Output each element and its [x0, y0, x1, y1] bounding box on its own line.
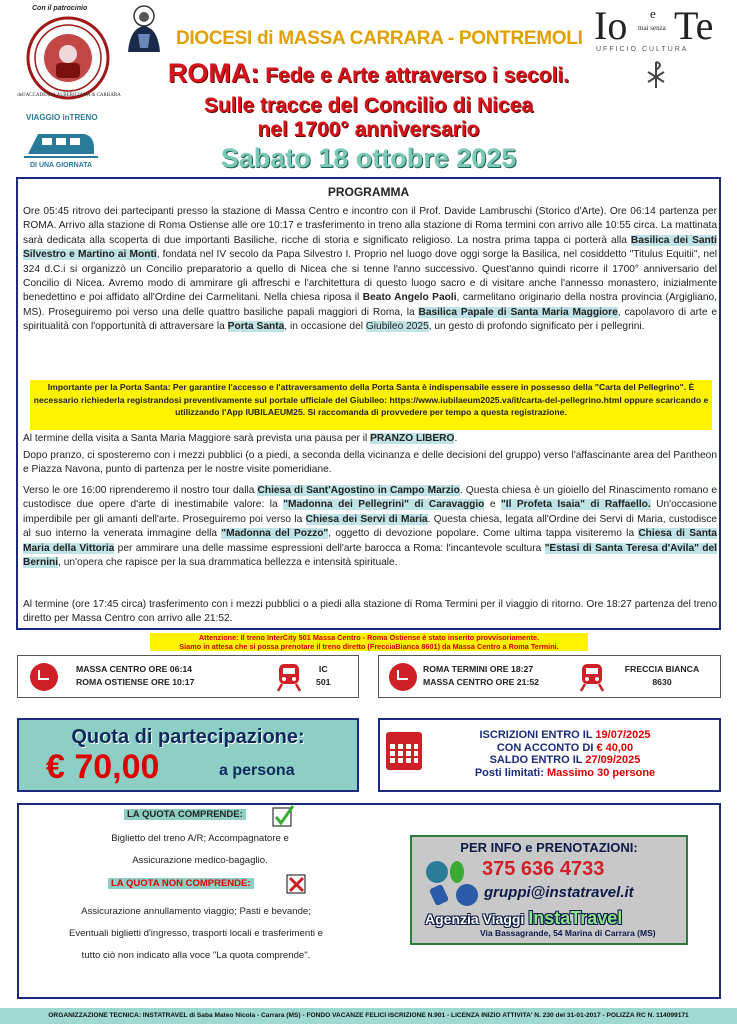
check-icon — [272, 805, 294, 827]
outbound-train-type: IC — [318, 664, 328, 674]
highlight-santa-maria-vittoria: Chiesa di Santa Maria della Vittoria — [23, 528, 717, 554]
logo-te: Te — [674, 3, 714, 48]
accademia-caption: dell'ACCADEMIA ALBERICIANA di CARRARA — [17, 93, 121, 98]
program-heading: PROGRAMMA — [327, 185, 410, 199]
price-value: € 70,00 — [46, 748, 160, 786]
return-train-number: 8630 — [652, 677, 672, 687]
footer-legal: ORGANIZZAZIONE TECNICA: INSTATRAVEL di Saba Mateo Nicola - Carrara (MS) - FONDO VACANZE FELICI ISCRIZIONE N.901 - LICENZA INIZIO ATTIVITA' N. 230 del 31-01-2017 - POLIZZA RC N. 114099171 — [0, 1008, 737, 1024]
text: SALDO ENTRO IL — [489, 754, 586, 766]
train-attention-note — [150, 633, 588, 651]
outbound-departure: MASSA CENTRO ORE 06:14 — [76, 664, 193, 674]
highlight-santa-maria-maggiore: Basilica Papale di Santa Maria Maggiore — [418, 306, 618, 318]
patrocinio-label: Con il patrocinio — [32, 5, 88, 12]
outbound-train-box — [17, 655, 359, 698]
text: per ammirare una delle massime espressioni dell'arte barocca a Roma: l'incantevole scultura — [114, 542, 545, 554]
text: CON ACCONTO DI — [496, 741, 597, 754]
agency-name — [425, 908, 622, 929]
return-departure: ROMA TERMINI ORE 18:27 — [423, 664, 534, 674]
highlight-sant-agostino: Chiesa di Sant'Agostino in Campo Marzio — [257, 485, 460, 496]
not-includes-line-2: Eventuali biglietti d'ingresso, trasporti locali e trasferimenti e — [68, 928, 324, 939]
title-roma: ROMA: — [167, 58, 260, 88]
limited-places — [420, 767, 710, 780]
registration-text — [420, 729, 710, 779]
registration-deadline — [420, 729, 710, 742]
includes-label: LA QUOTA COMPRENDE: — [124, 809, 246, 820]
date: 27/09/2025 — [585, 754, 641, 766]
return-train-box — [378, 655, 721, 698]
event-date: Sabato 18 ottobre 2025 — [220, 143, 517, 173]
logo-mai-senza: mai senza — [638, 24, 666, 32]
price-per-person: a persona — [219, 762, 295, 779]
highlight-giubileo: Giubileo 2025 — [365, 321, 429, 333]
text: , oggetto di devozione popolare. Come ultima tappa visiteremo la — [328, 528, 639, 540]
text: Ore 05:45 ritrovo dei partecipanti presso la stazione di Massa Centro e incontro con il Prof. Davide Lambruschi (Storico d'Arte). Ore 06:14 partenza per ROMA. Arrivo alla stazione di Roma Ostiense alle ore 10:17 e trasferimento in treno alla stazione di Roma termini con arrivo alle 10:55 circa. La mattinata sarà dedicata alla scoperta di due importanti Basiliche, ricche di storia e significato religioso. La nostra prima tappa ci porterà alla — [23, 206, 717, 246]
logo-e: e — [650, 6, 656, 21]
logo-ufficio: UFFICIO CULTURA — [596, 46, 689, 53]
text: ISCRIZIONI ENTRO IL — [479, 729, 596, 741]
attention-line-1: Attenzione: Il treno InterCity 501 Massa Centro - Roma Ostiense è stato inserito provvisoriamente. — [198, 633, 540, 642]
highlight-estasi-bernini: "Estasi di Santa Teresa d'Avila" del Bernini — [23, 542, 717, 569]
clock-icon — [30, 663, 58, 691]
outbound-arrival: ROMA OSTIENSE ORE 10:17 — [76, 677, 195, 687]
highlight-madonna-pozzo: "Madonna del Pozzo" — [221, 528, 329, 540]
title-subtitle: Fede e Arte attraverso i secoli. — [259, 64, 570, 87]
agency-prefix: Agenzia Viaggi — [425, 911, 529, 927]
text: , capolavoro di arte e spiritualità con l'opportunità di attraversare la — [23, 306, 717, 333]
text: Al termine della visita a Santa Maria Maggiore sarà prevista una pausa per il — [23, 433, 371, 444]
train-icon — [579, 662, 605, 692]
porta-santa-note: Importante per la Porta Santa: Per garantire l'accesso e l'attraversamento della Porta Santa è indispensabile essere in possesso della "Carta del Pellegrino". È necessario richiederla registrandosi preventivamente sul portale ufficiale del Giubileo: https://www.iubilaeum2025.va/it/carta-del-pellegrino.html oppure scaricando e utilizzando l'App IUBILAEUM25. Si raccomanda di provvedere per tempo a questa registrazione. — [30, 380, 712, 430]
logo-io: Io — [594, 3, 628, 48]
whatsapp-icon — [450, 861, 464, 883]
calendar-icon — [386, 732, 422, 770]
balance-deadline — [420, 754, 710, 767]
not-includes-label: LA QUOTA NON COMPRENDE: — [108, 878, 254, 889]
includes-line-1: Biglietto del treno A/R; Accompagnatore e — [111, 833, 289, 844]
text: Verso le ore 16:00 riprenderemo il nostro tour dalla — [23, 485, 258, 496]
highlight-servi-di-maria: Chiesa dei Servi di Maria — [305, 513, 428, 525]
main-title — [0, 58, 737, 89]
program-paragraph-3: Dopo pranzo, ci sposteremo con i mezzi pubblici (o a piedi, a seconda della vicinanza e delle decisioni del gruppo) verso l'affascinante area del Pantheon e Piazza Navona, punto di partenza per le nostre visite pomeridiane. — [23, 450, 717, 476]
return-train-id — [617, 663, 707, 689]
date: 19/07/2025 — [595, 729, 651, 741]
highlight-pranzo: PRANZO LIBERO — [370, 433, 455, 444]
outbound-train-number: 501 — [316, 677, 331, 687]
not-includes-line-1: Assicurazione annullamento viaggio; Pasti e bevande; — [81, 906, 311, 917]
agency-brand: InstaTravel — [528, 908, 623, 928]
text: . Questa chiesa è un gioiello del Rinascimento romano e custodisce due opere d'arte di inestimabile valore: la — [23, 485, 717, 511]
info-title: PER INFO e PRENOTAZIONI: — [460, 840, 638, 855]
amount: € 40,00 — [596, 741, 634, 754]
highlight-beato-angelo: Beato Angelo Paoli — [362, 292, 457, 304]
program-paragraph-1 — [23, 205, 717, 335]
highlight-porta-santa: Porta Santa — [227, 321, 285, 333]
clock-icon — [389, 663, 417, 691]
deposit — [420, 742, 710, 755]
text: e — [484, 499, 501, 511]
text: , in occasione del — [284, 321, 366, 333]
title-line-2: Sulle tracce del Concilio di Nicea — [203, 94, 534, 117]
text: Posti limitati: — [474, 766, 547, 779]
includes-line-2: Assicurazione medico-bagaglio. — [132, 855, 268, 866]
outbound-times — [76, 663, 194, 689]
train-icon — [276, 662, 302, 692]
text: , un'opera che rapisce per la sua drammatica bellezza e intensità spirituale. — [58, 557, 398, 569]
diocesi-heading — [176, 28, 583, 50]
cross-icon — [286, 872, 308, 894]
text: , fondata nel IV secolo da Papa Silvestro I. Proprio nel luogo dove oggi sorge la Basilica, nel cosiddetto "Titulus Equitii", nel 324 d.C.i si organizzò un Concilio preparatorio a quello di Nicea che si tenne l'anno successivo. Quest'anno quindi ricorre il 1700° anniversario del Concilio di Nicea. Avremo modo di ammirare gli affreschi e l'architettura di questo luogo sacro e di visitare anche l'annesso monastero, inizialmente benedettino e poi affidato all'Ordine dei Carmelitani. Nella chiesa riposa il — [23, 249, 717, 304]
attention-line-2: Siamo in attesa che si possa prenotare il treno diretto (FrecciaBianca 8601) da Massa Centro a Roma Termini. — [179, 642, 559, 651]
text: , carmelitano originario della nostra provincia (Argigliano, MS). Proseguiremo poi verso una delle quattro basiliche papali maggiori di Roma, la — [23, 292, 718, 318]
highlight-basilica-silvestro: Basilica dei Santi Silvestro e Martino ai Monti — [23, 234, 717, 261]
return-arrival: MASSA CENTRO ORE 21:52 — [423, 677, 540, 687]
highlight-raffaello: "Il Profeta Isaia" di Raffaello. — [500, 499, 651, 511]
phone-number[interactable]: 375 636 4733 — [482, 858, 605, 880]
return-times — [423, 663, 539, 689]
program-paragraph-4 — [23, 484, 717, 570]
diocesi-name: MASSA CARRARA - PONTREMOLI — [278, 28, 583, 49]
text: Un'occasione imperdibile per gli amanti dell'arte. Proseguiremo poi verso la — [23, 499, 718, 525]
not-includes-line-3: tutto ciò non indicato alla voce "La quota comprende". — [81, 950, 311, 961]
email-icon — [456, 884, 478, 906]
program-paragraph-5: Al termine (ore 17:45 circa) trasferimento con i mezzi pubblici o a piedi alla stazione di Roma Termini per il viaggio di ritorno. Ore 18:27 partenza del treno diretto per Massa Centro con arrivo alle 21:52. — [23, 599, 717, 625]
max-people: Massimo 30 persone — [546, 766, 656, 779]
title-line-3: nel 1700° anniversario — [257, 118, 480, 141]
outbound-train-id — [316, 663, 331, 689]
return-train-type: FRECCIA BIANCA — [624, 664, 700, 674]
program-box — [16, 177, 721, 630]
text: . Questa chiesa, legata all'Ordine dei Servi di Maria, custodisce al suo interno la venerata immagine della — [23, 513, 717, 540]
madonna-logo — [120, 4, 168, 54]
phone-icon — [426, 861, 448, 883]
email-address[interactable]: gruppi@instatravel.it — [484, 884, 634, 901]
viaggio-in-treno-label: VIAGGIO inTRENO — [26, 113, 98, 122]
text: , un gesto di profondo significato per i pellegrini. — [428, 321, 645, 333]
agency-address: Via Bassagrande, 54 Marina di Carrara (MS) — [480, 928, 656, 938]
highlight-caravaggio: "Madonna dei Pellegrini" di Caravaggio — [283, 499, 485, 511]
diocesi-prefix: DIOCESI di — [176, 28, 279, 49]
una-giornata-label: DI UNA GIORNATA — [30, 162, 93, 169]
program-paragraph-2 — [23, 432, 717, 446]
text: . — [454, 433, 458, 444]
price-label: Quota di partecipazione: — [71, 726, 305, 748]
